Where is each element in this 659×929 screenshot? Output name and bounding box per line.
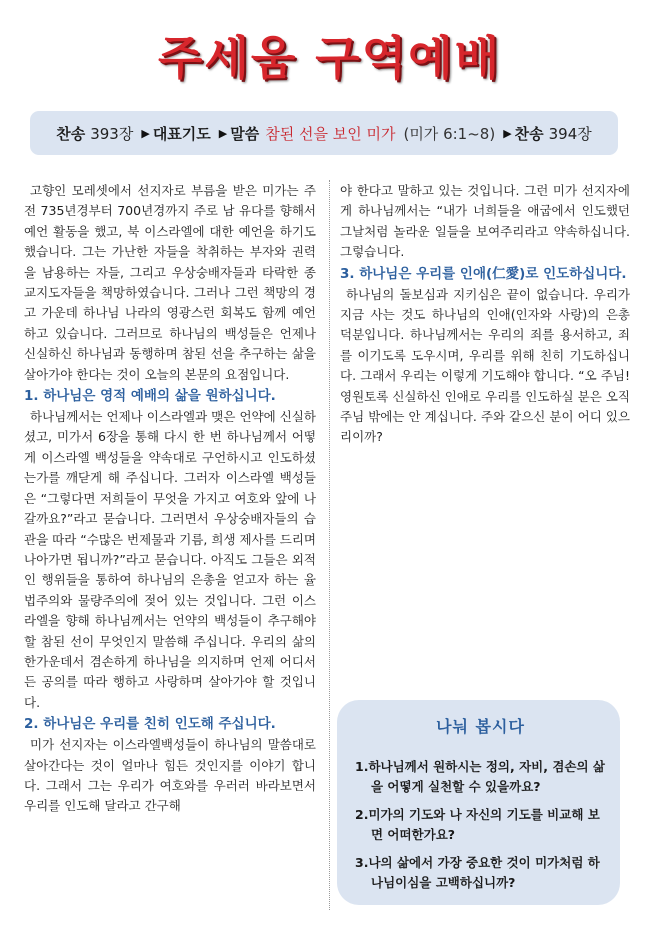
right-column [340,181,630,448]
page-title: 주세움 구역예배 [157,31,502,85]
section-2-paragraph-start: 미가 선지자는 이스라엘백성들이 하나님의 말씀대로 살아간다는 것이 얼마나 힘든 것인지를 이야기 합니다. 그래서 그는 우리가 여호와를 우러러 바라보면서 우리를 인도해 달라고 간구해 [24,737,316,814]
section-1-paragraph: 하나님께서는 언제나 이스라엘과 맺은 언약에 신실하셨고, 미가서 6장을 통해 다시 한 번 하나님께서 어떻게 이스라엘 백성들을 약속대로 구언하시고 인도하셨는가를 깨닫게 해 주십니다. 그러자 이스라엘 백성들은 “그렇다면 저희들이 무엇을 가지고 여호와 앞에 나갈까요?”라고 묻습니다. 그러면서 우상숭배자들의 습관을 따라 “수많은 번제물과 기름, 희생 제사를 드리며 나아가면 됩니까?”라고 묻습니다. 아직도 그들은 외적인 행위들을 통하여 하나님의 은총을 얻고자 하는 율법주의와 물량주의에 젖어 있는 것입니다. 그런 이스라엘을 향해 하나님께서는 언약의 백성들이 추구해야 할 참된 선이 무엇인지 말씀해 주십니다. 우리의 삶의 한가운데서 겸손하게 하나님을 의지하며 언제 어디서든 공의를 따라 행하고 사랑하며 살아가야 할 것입니다. [24,409,316,710]
section-heading-3: 3. 하나님은 우리를 인애(仁愛)로 인도하십니다. [340,265,627,282]
section-heading-1: 1. 하나님은 영적 예배의 삶을 원하십니다. [24,388,276,405]
intro-paragraph: 고향인 모레셋에서 선지자로 부름을 받은 미가는 주전 735년경부터 700년경까지 주로 남 유다를 향해서 예언 활동을 했고, 북 이스라엘에 대한 예언을 하기도 했습니다. 그는 가난한 자들을 착취하는 부자와 권력을 남용하는 자들, 그리고 우상숭배자들과 타락한 종교지도자들을 책망하였습니다. 그러나 그런 책망의 경고 가운데 하나님 나라의 영광스런 회복도 함께 예언하고 있습니다. 그러므로 하나님의 백성들은 언제나 신실하신 하나님과 동행하며 참된 선을 추구하는 삶을 살아가야 한다는 것이 오늘의 본문의 요점입니다. [24,183,316,382]
prayer-label: 대표기도 [152,124,211,143]
sermon-title: 참된 선을 보인 미가 [265,124,396,143]
section-2-paragraph-end: 야 한다고 말하고 있는 것입니다. 그런 미가 선지자에게 하나님께서는 “내가 너희들을 애굽에서 인도했던 그날처럼 놀라운 일들을 보여주리라고 약속하십니다. 그렇습니다. [340,183,630,260]
play-arrow-icon: ▶ [503,126,512,140]
play-arrow-icon: ▶ [218,126,228,140]
section-3-paragraph: 하나님의 돌보심과 지키심은 끝이 없습니다. 우리가 지금 사는 것도 하나님의 인애(인자와 사랑)의 은총 덕분입니다. 하나님께서는 우리의 죄를 용서하고, 죄를 이기도록 도우시며, 우리를 위해 친히 기도하십니다. 그래서 우리는 이렇게 기도해야 합니다. “오 주님! 영원토록 신실하신 인애로 우리를 인도하실 분은 오직 주님 밖에는 안 계십니다. 주와 같으신 분이 어디 있으리이까? [340,286,630,445]
discussion-question-2: 2.미가의 기도와 나 자신의 기도를 비교해 보면 어떠한가요? [355,807,600,842]
hymn1-value: 393장 [90,124,134,143]
discussion-panel [337,700,620,905]
discussion-question-1: 1.하나님께서 원하시는 정의, 자비, 겸손의 삶을 어떻게 실천할 수 있을까요? [355,759,605,794]
play-arrow-icon: ▶ [141,126,150,140]
hymn2-label: 찬송 [514,124,544,143]
worship-order-bar [30,111,618,155]
hymn1-label: 찬송 [56,124,86,143]
hymn2-value: 394장 [548,124,592,143]
left-column [24,181,316,817]
section-heading-2: 2. 하나님은 우리를 친히 인도해 주십니다. [24,716,276,733]
discussion-question-3: 3.나의 삶에서 가장 중요한 것이 미가처럼 하나님이심을 고백하십니까? [355,855,600,890]
sermon-reference: (미가 6:1~8) [403,124,496,143]
discussion-title: 나눠 봅시다 [436,717,525,736]
column-divider [329,180,330,910]
sermon-label: 말씀 [230,124,260,143]
